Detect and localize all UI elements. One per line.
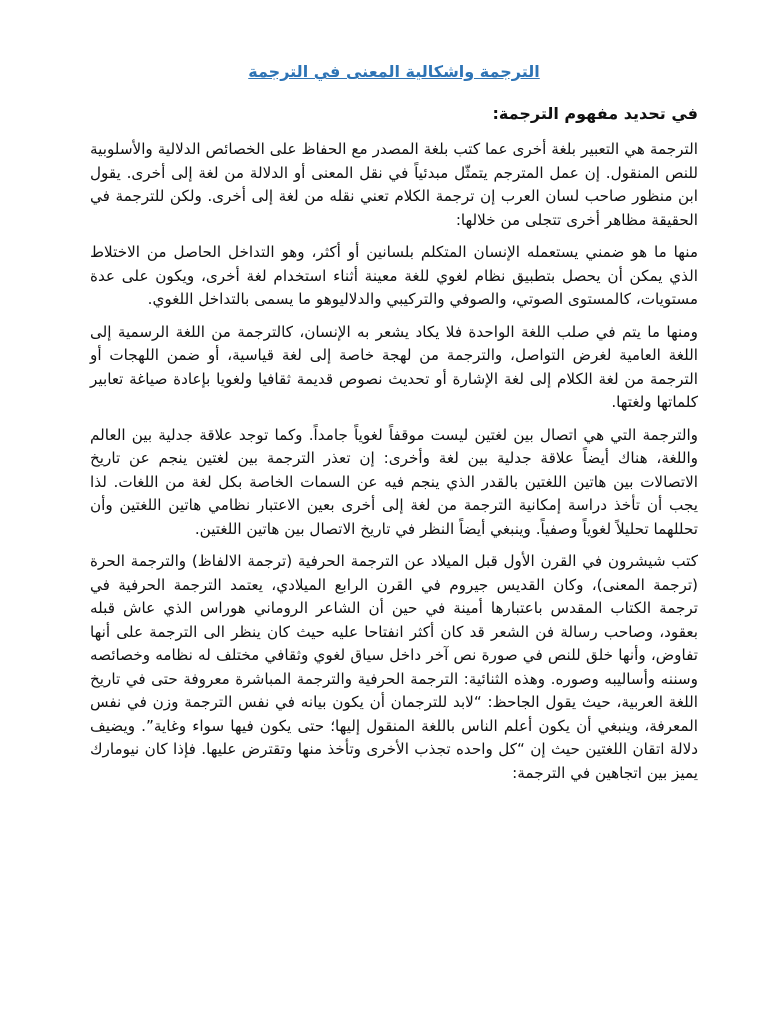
paragraph: كتب شيشرون في القرن الأول قبل الميلاد عن الترجمة الحرفية (ترجمة الالفاظ) والترجمة الحرة (ترجمة المعنى)، وكان القديس جيروم في القرن الرابع الميلادي، يعتمد الترجمة الحرفية في ترجمة الكتاب المقدس باعتبارها أمينة في حين أن الشاعر الروماني هوراس الذي عاش قبله بعقود، وصاحب رسالة فن الشعر قد كان أكثر انفتاحا عليه حيث كان ينظر الى الترجمة على أنها تفاوض، وأنها خلق للنص في صورة نص آخر داخل سياق لغوي وثقافي مختلف له نظامه وخصائصه وسننه وأساليبه وصوره. وهذه الثنائية: الترجمة الحرفية والترجمة المباشرة معروفة حتى في تاريخ اللغة العربية، حيث يقول الجاحظ: “لابد للترجمان أن يكون بيانه في نفس الترجمة وزن في نفس المعرفة، وينبغي أن يكون أعلم الناس باللغة المنقول إليها؛ حتى يكون فيها سواء وغاية”. ويضيف دلالة اتقان اللغتين حيث إن “كل واحده تجذب الأخرى وتأخذ منها وتقترض عليها. فإذا كان نيومارك يميز بين اتجاهين في الترجمة: <box>90 552 698 782</box>
document-title: الترجمة واشكالية المعنى في الترجمة <box>248 62 540 81</box>
paragraph: الترجمة هي التعبير بلغة أخرى عما كتب بلغة المصدر مع الحفاظ على الخصائص الدلالية والأسلوبية للنص المنقول. إن عمل المترجم يتمثّل مبدئياً في نقل المعنى أو الدلالة من لغة إلى أخرى. يقول ابن منظور صاحب لسان العرب إن ترجمة الكلام تعني نقله من لغة إلى أخرى. ولكن للترجمة في الحقيقة مظاهر أخرى تتجلى من خلالها: <box>90 140 698 229</box>
document-page <box>90 50 698 785</box>
paragraph: ومنها ما يتم في صلب اللغة الواحدة فلا يكاد يشعر به الإنسان، كالترجمة من اللغة الرسمية إلى اللغة العامية لغرض التواصل، والترجمة من لهجة خاصة إلى لغة قياسية، أو ضمن اللهجات أو الترجمة من لغة الكلام إلى لغة الإشارة أو تحديث نصوص قديمة ثقافيا ولغويا بإعادة صياغة تعابير كلماتها ولغتها. <box>90 322 698 411</box>
section-heading: في تحديد مفهوم الترجمة: <box>492 104 698 123</box>
paragraph: منها ما هو ضمني يستعمله الإنسان المتكلم بلسانين أو أكثر، وهو التداخل الحاصل من الاختلاط الذي يمكن أن يحصل بتطبيق نظام لغوي للغة معينة أثناء استخدام لغة أخرى، ويكون على عدة مستويات، كالمستوى الصوتي، والصوفي والتركيبي والدلاليوهو ما يسمى بالتداخل اللغوي. <box>90 243 698 308</box>
paragraph: والترجمة التي هي اتصال بين لغتين ليست موقفاً لغوياً جامداً. وكما توجد علاقة جدلية بين العالم واللغة، هناك أيضاً علاقة جدلية بين لغة وأخرى: إن تعذر الترجمة بين لغتين ينجم عن تاريخ الاتصالات بين هاتين اللغتين بالقدر الذي ينجم فيه عن السمات الخاصة بكل لغة من اللغات. لذا يجب أن تأخذ دراسة إمكانية الترجمة من لغة إلى أخرى بعين الاعتبار نظامي هاتين اللغتين وأن تحللهما تحليلاً لغوياً وصفياً. وينبغي أيضاً النظر في تاريخ الاتصال بين هاتين اللغتين. <box>90 425 698 538</box>
